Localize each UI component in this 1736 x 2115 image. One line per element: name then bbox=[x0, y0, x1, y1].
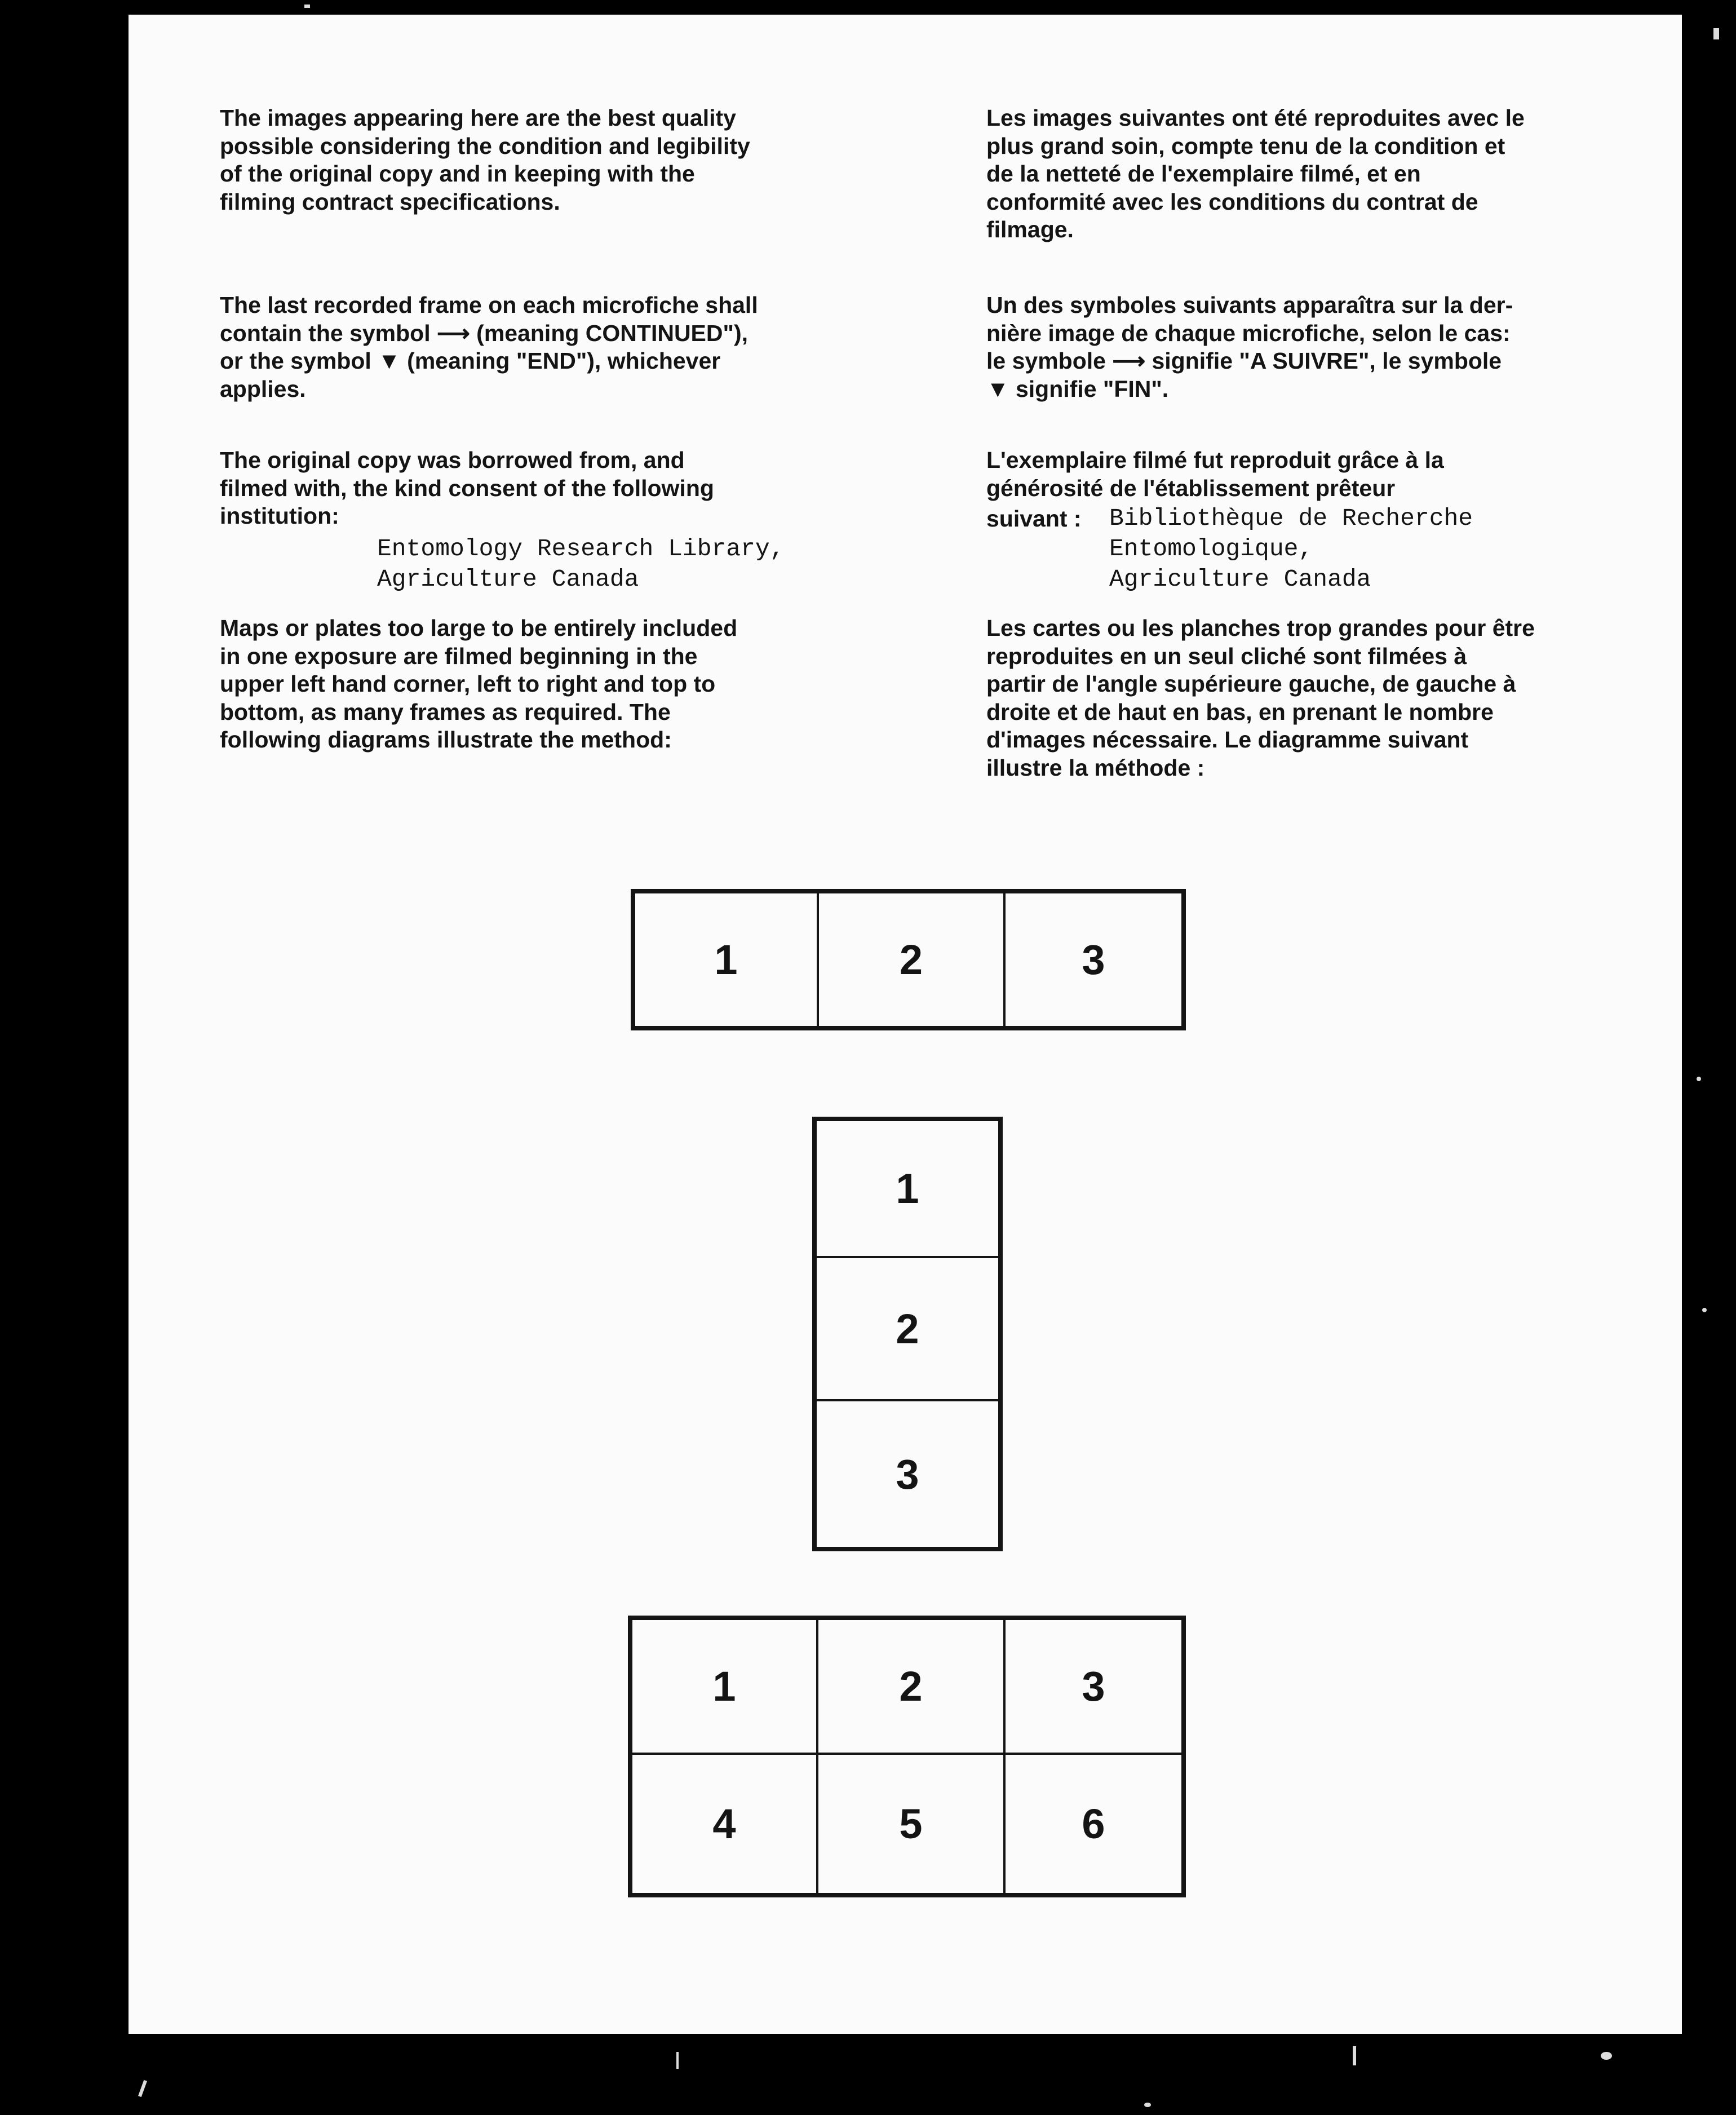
scan-speck bbox=[1353, 2046, 1356, 2065]
frame-cell: 5 bbox=[817, 1754, 1004, 1894]
frame-cell: 3 bbox=[816, 1400, 999, 1548]
grid-frame-diagram bbox=[628, 1616, 1186, 1897]
frame-cell: 1 bbox=[816, 1120, 999, 1257]
french-institution-name: Bibliothèque de Recherche Entomologique, Agriculture Canada bbox=[1109, 505, 1473, 593]
english-borrowed-paragraph: The original copy was borrowed from, and filmed with, the kind consent of the following institution: bbox=[220, 447, 714, 529]
english-maps-paragraph: Maps or plates too large to be entirely included in one exposure are filmed beginning in the upper left hand corner, left to right and top to bottom, as many frames as required. The following diagrams illustrate the method: bbox=[220, 615, 738, 753]
scan-speck bbox=[138, 2080, 147, 2097]
horizontal-frame-diagram bbox=[631, 889, 1186, 1030]
french-quality-paragraph: Les images suivantes ont été reproduites avec le plus grand soin, compte tenu de la condition et de la netteté de l'exemplaire filmé, et en conformité avec les conditions du contrat de filmage. bbox=[986, 105, 1525, 242]
frame-cell: 3 bbox=[1004, 1619, 1183, 1754]
scan-speck bbox=[304, 5, 310, 8]
vertical-frame-diagram bbox=[812, 1117, 1003, 1551]
french-suivant-label: suivant : bbox=[986, 506, 1082, 532]
scan-speck bbox=[1144, 2103, 1151, 2107]
scan-speck bbox=[1702, 1308, 1707, 1312]
frame-cell: 3 bbox=[1004, 892, 1183, 1027]
frame-cell: 2 bbox=[818, 892, 1004, 1027]
french-maps-paragraph: Les cartes ou les planches trop grandes pour être reproduites en un seul cliché sont filmées à partir de l'angle supérieure gauche, de gauche à droite et de haut en bas, en prenant le nombre d'images nécessaire. Le diagramme suivant illustre la méthode : bbox=[986, 615, 1535, 781]
frame-cell: 1 bbox=[634, 892, 818, 1027]
french-symbol-paragraph: Un des symboles suivants apparaîtra sur la der- nière image de chaque microfiche, selon le cas: le symbole ⟶ signifie "A SUIVRE", le symbole ▼ signifie "FIN". bbox=[986, 292, 1513, 402]
french-borrowed-paragraph: L'exemplaire filmé fut reproduit grâce à la générosité de l'établissement prêteur bbox=[986, 447, 1444, 501]
scan-speck bbox=[676, 2052, 679, 2069]
frame-cell: 2 bbox=[816, 1257, 999, 1400]
frame-cell: 2 bbox=[817, 1619, 1004, 1754]
filming-notice-page bbox=[129, 15, 1682, 2034]
scan-speck bbox=[1713, 28, 1719, 39]
english-symbol-paragraph: The last recorded frame on each microfiche shall contain the symbol ⟶ (meaning CONTINUED"), or the symbol ▼ (meaning "END"), whichever applies. bbox=[220, 292, 758, 402]
english-institution-name: Entomology Research Library, Agriculture Canada bbox=[377, 535, 785, 593]
scan-speck bbox=[1697, 1077, 1701, 1081]
english-quality-paragraph: The images appearing here are the best quality possible considering the condition and legibility of the original copy and in keeping with the filming contract specifications. bbox=[220, 105, 750, 215]
frame-cell: 1 bbox=[631, 1619, 817, 1754]
scan-speck bbox=[1601, 2052, 1612, 2060]
frame-cell: 4 bbox=[631, 1754, 817, 1894]
frame-cell: 6 bbox=[1004, 1754, 1183, 1894]
